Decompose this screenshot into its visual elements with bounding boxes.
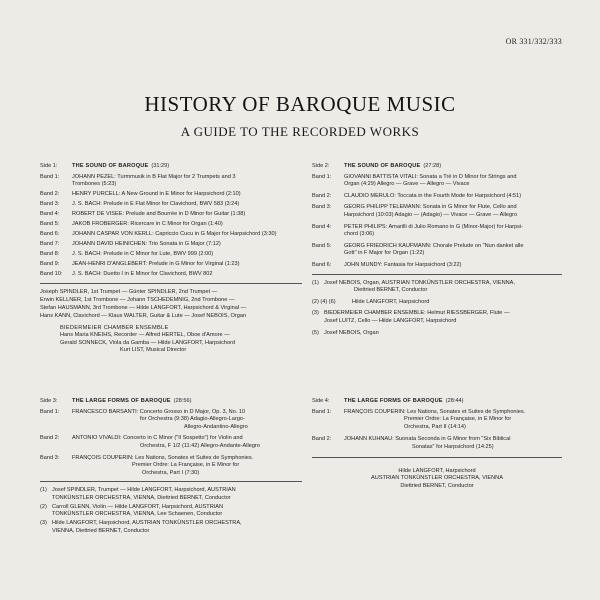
side-1-ensemble: BIEDERMEIER CHAMBER ENSEMBLE Hans Maria KNEIHS, Recorder — Alfred HERTEL, Oboe d'Amore — Gerald SONNECK, Viola da Gamba — Hilde LANGFORT, Harpsichord Kurt LIST, Musical Director — [40, 325, 302, 355]
side-2-notes — [312, 280, 562, 338]
side-3-header — [40, 398, 302, 406]
performer-note: (1) Josef NEBOIS, Organ, AUSTRIAN TONKÜNSTLER ORCHESTRA, VIENNA, Diettried BERNET, Conductor — [312, 279, 515, 294]
side-3-label: Side 3: — [40, 398, 58, 404]
side-1-band: Band 8: J. S. BACH: Prelude in C Minor for Lute, BWV 999 (2:00) — [40, 251, 214, 258]
side-1-header — [40, 163, 302, 171]
side-2-band: Band 5: GEORG FRIEDRICH KAUFMANN: Chorale Prelude on "Nun danket alle Gott" in F Major for Organ (1:22) — [312, 242, 524, 257]
page-subtitle: A GUIDE TO THE RECORDED WORKS — [180, 124, 420, 139]
side-1-section — [40, 163, 302, 355]
side-4-band: Band 2: JOHANN KUHNAU: Suonata Seconda in G Minor from "Six Biblical Sonatas" for Harpsichord (14:25) — [312, 436, 511, 450]
side-1-band: Band 5: JAKOB FROBERGER: Ricercare in C Minor for Organ (1:40) — [40, 221, 223, 228]
side-1-band: Band 10: J. S. BACH: Duetto I in E Minor for Clavichord, BWV 802 — [40, 271, 213, 278]
side-2-label: Side 2: — [312, 163, 330, 169]
side-4-performers: Hilde LANGFORT, Harpsichord AUSTRIAN TONKÜNSTLER ORCHESTRA, VIENNA Diettried BERNET, Conductor — [371, 467, 503, 489]
performer-note: (3) BIEDERMEIER CHAMBER ENSEMBLE: Helmut RIESSBERGER, Flute — Josef LUITZ, Cello — Hilde LANGFORT, Harpsichord — [312, 310, 510, 324]
performer-note: (3) Hilde LANGFORT, Harpsichord, AUSTRIAN TONKÜNSTLER ORCHESTRA, VIENNA, Diettried BERNET, Conductor — [40, 520, 242, 534]
side-1-band: Band 2: HENRY PURCELL: A New Ground in E Minor for Harpsichord (2:10) — [40, 191, 241, 198]
side-2-band: Band 2: CLAUDIO MERULO: Toccata in the Fourth Mode for Harpsichord (4:51) — [312, 192, 522, 199]
performer-note: (2) (4) (6) Hilde LANGFORT, Harpsichord — [312, 298, 430, 305]
page-title: HISTORY OF BAROQUE MUSIC — [144, 92, 456, 116]
side-3-title: THE LARGE FORMS OF BAROQUE — [72, 398, 171, 404]
side-4-label: Side 4: — [312, 398, 330, 404]
side-1-band: Band 7: JOHANN DAVID HEINICHEN: Trio Sonata in G Major (7:12) — [40, 241, 221, 248]
performer-note: (1) Josef SPINDLER, Trumpet — Hilde LANGFORT, Harpsichord, AUSTRIAN TONKÜNSTLER ORCHESTRA, VIENNA, Diettried BERNET, Conductor — [40, 487, 236, 501]
side-1-band: Band 9: JEAN-HENRI D'ANGLEBERT: Prelude in G Minor for Virginal (1:23) — [40, 261, 240, 268]
divider — [312, 274, 562, 275]
side-2-section — [312, 163, 562, 338]
side-3-notes — [40, 487, 302, 535]
side-1-title: THE SOUND OF BAROQUE — [72, 163, 149, 169]
side-2-band: Band 4: PETER PHILIPS: Amarilli di Julio Romano in G (Minor-Major) for Harpsi- chord (3:06) — [312, 223, 524, 238]
side-2-header — [312, 163, 562, 171]
side-1-performers: Joseph SPINDLER, 1st Trumpet — Günter SPINDLER, 2nd Trumpet — Erwin KELLNER, 1st Trombone — Johann TSCHEDEMNIG, 2nd Trombone — Stefan HAUSMANN, 3rd Trombone — Hilde LANGFORT, Harpsichord & Virginal — Hans KANN, Clavichord — Klaus WALTER, Guitar & Lute — Josef NEBOIS, Organ — [40, 288, 247, 319]
side-4-time: (28:44) — [445, 398, 464, 404]
side-4-header — [312, 398, 562, 406]
side-2-title: THE SOUND OF BAROQUE — [344, 163, 421, 169]
side-3-section — [40, 398, 302, 537]
side-2-band: Band 6: JOHN MUNDY: Fantasia for Harpsichord (3:22) — [312, 261, 462, 268]
side-1-band: Band 3: J. S. BACH: Prelude in E Flat Minor for Clavichord, BWV 583 (3:24) — [40, 201, 240, 208]
side-1-label: Side 1: — [40, 163, 58, 169]
side-2-time: (27:28) — [423, 163, 442, 169]
side-3-band: Band 1: FRANCESCO BARSANTI: Concerto Grosso in D Major, Op. 3, No. 10 for Orchestra (9:38) Adagio-Allegro-Largo- Allegro-Andantino-Allegro — [40, 408, 248, 430]
ensemble-name: BIEDERMEIER CHAMBER ENSEMBLE — [60, 324, 169, 331]
side-1-band: Band 6: JOHANN CASPAR VON KERLL: Capriccio Cucu in G Major for Harpsichord (3:30) — [40, 231, 277, 238]
divider — [40, 283, 302, 284]
side-3-band: Band 2: ANTONIO VIVALDI: Concerto in C Minor ("Il Sospetto") for Violin and Orchestra, F 1/2 (11:42) Allegro-Andante-Allegro — [40, 435, 260, 449]
side-2-band: Band 1: GIOVANNI BATTISTA VITALI: Sonata a Trè in D Minor for Strings and Organ (4:29) Allegro — Grave — Allegro — Vivace — [312, 173, 517, 188]
side-1-band: Band 4: ROBERT DE VISEE: Prelude and Bourrée in D Minor for Guitar (1:38) — [40, 211, 246, 218]
side-4-title: THE LARGE FORMS OF BAROQUE — [344, 398, 443, 404]
side-4-band: Band 1: FRANÇOIS COUPERIN: Les Nations, Sonates et Suites de Symphonies. Premier Ordre: La Française, in E Minor for Orchestra, Part II (14:14) — [312, 408, 526, 430]
divider — [312, 457, 562, 458]
side-3-time: (28:56) — [173, 398, 192, 404]
side-4-section — [312, 398, 562, 490]
catalog-number: OR 331/332/333 — [505, 37, 562, 46]
side-1-time: (31:29) — [151, 163, 170, 169]
performer-note: (5) Josef NEBOIS, Organ — [312, 329, 379, 336]
divider — [40, 481, 302, 482]
side-1-band: Band 1: JOHANN PEZEL: Turmmusik in B Flat Major for 2 Trumpets and 3 Trombones (5:23) — [40, 173, 236, 188]
side-3-band: Band 3: FRANÇOIS COUPERIN: Les Nations, Sonates et Suites de Symphonies. Premier Ordre: La Française, in E Minor for Orchestra, Part I (7:30) — [40, 454, 254, 476]
performer-note: (2) Carroll GLENN, Violin — Hilde LANGFORT, Harpsichord, AUSTRIAN TONKÜNSTLER ORCHESTRA, VIENNA, Lee Schaenen, Conductor — [40, 503, 224, 518]
side-2-band: Band 3: GEORG PHILIPP TELEMANN: Sonata in G Minor for Flute, Cello and Harpsichord (10:03) Adagio — (Adagio) — Vivace — Grave — Allegro — [312, 204, 518, 218]
